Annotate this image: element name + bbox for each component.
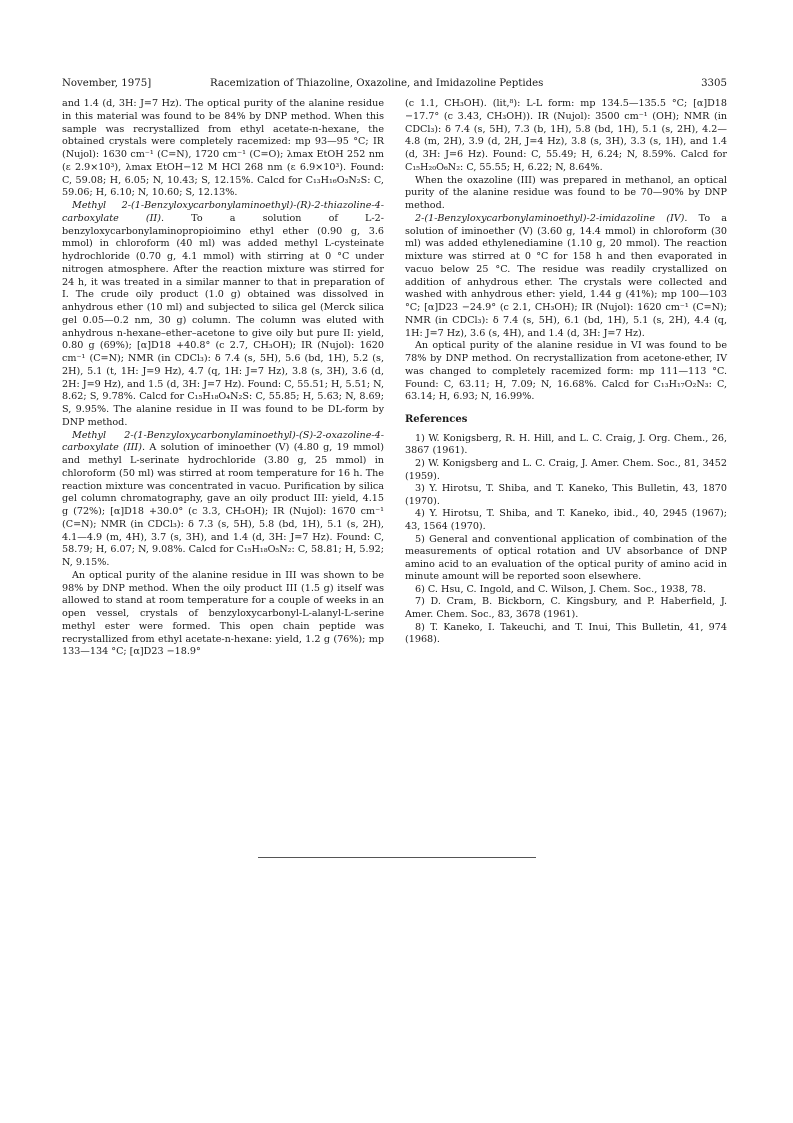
page-number: 3305	[701, 78, 727, 89]
end-rule	[258, 857, 536, 858]
left-paragraph	[62, 570, 384, 659]
paragraph-text: (c 1.1, CH₃OH). (lit,⁸): L-L form: mp 134.5—135.5 °C; [α]D18 −17.7° (c 3.43, CH₃OH)). IR (Nujol): 3500 cm⁻¹ (OH); NMR (in CDCl₃): δ 7.4 (s, 5H), 7.3 (b, 1H), 5.8 (bd, 1H), 5.1 (s, 2H), 4.2—4.8 (m, 2H), 3.9 (d, 2H, J=4 Hz), 3.8 (s, 3H), 3.3 (s, 1H), and 1.4 (d, 3H: J=6 Hz). Found: C, 55.49; H, 6.24; N, 8.59%. Calcd for C₁₅H₂₀O₆N₂: C, 55.55; H, 6.22; N, 8.64%.	[405, 98, 727, 173]
right-column	[405, 98, 727, 647]
issue-date: November, 1975]	[62, 78, 152, 89]
paragraph-text: An optical purity of the alanine residue in III was shown to be 98% by DNP method. When the oily product III (1.5 g) itself was allowed to stand at room temperature for a couple of weeks in an open vessel, crystals of benzyloxycarbonyl-L-alanyl-L-serine methyl ester were formed. This open chain peptide was recrystallized from ethyl acetate-n-hexane: yield, 1.2 g (76%); mp 133—134 °C; [α]D23 −18.9°	[62, 569, 384, 658]
reference-item: 8) T. Kaneko, I. Takeuchi, and T. Inui, This Bulletin, 41, 974 (1968).	[405, 621, 727, 646]
left-paragraph	[62, 200, 384, 430]
section-heading: 2-(1-Benzyloxycarbonylaminoethyl)-2-imidazoline (IV).	[415, 212, 688, 224]
right-paragraph	[405, 98, 727, 175]
references-list	[405, 433, 727, 647]
left-paragraph	[62, 98, 384, 200]
reference-item: 1) W. Konigsberg, R. H. Hill, and L. C. Craig, J. Org. Chem., 26, 3867 (1961).	[405, 432, 727, 457]
right-paragraph	[405, 175, 727, 213]
page-header	[62, 78, 727, 92]
right-paragraph	[405, 340, 727, 404]
reference-item: 3) Y. Hirotsu, T. Shiba, and T. Kaneko, This Bulletin, 43, 1870 (1970).	[405, 483, 727, 507]
reference-item: 5) General and conventional application of combination of the measurements of optical rotation and UV absorbance of DNP amino acid to an evaluation of the optical purity of amino acid in minute amount will be reported soon elsewhere.	[405, 533, 727, 583]
left-column	[62, 98, 384, 659]
paragraph-text: To a solution of L-2-benzyloxycarbonylaminopropioimino ethyl ether (0.90 g, 3.6 mmol) in chloroform (40 ml) was added methyl L-cysteinate hydrochloride (0.70 g, 4.1 mmol) with stirring at 0 °C under nitrogen atmosphere. After the reaction mixture was stirred for 24 h, it was treated in a similar manner to that in preparation of I. The crude oily product (1.0 g) obtained was dissolved in anhydrous ether (10 ml) and subjected to silica gel (Merck silica gel 0.05—0.2 nm, 30 g) column. The column was eluted with anhydrous n-hexane–ether–acetone to give oily but pure II: yield, 0.80 g (69%); [α]D18 +40.8° (c 2.7, CH₃OH); IR (Nujol): 1620 cm⁻¹ (C=N); NMR (in CDCl₃): δ 7.4 (s, 5H), 5.6 (bd, 1H), 5.2 (s, 2H), 5.1 (t, 1H: J=9 Hz), 4.7 (q, 1H: J=7 Hz), 3.8 (s, 3H), 3.6 (d, 2H: J=9 Hz), and 1.5 (d, 3H: J=7 Hz). Found: C, 55.51; H, 5.51; N, 8.62; S, 9.78%. Calcd for C₁₅H₁₈O₄N₂S: C, 55.85; H, 5.63; N, 8.69; S, 9.95%. The alanine residue in II was found to be DL-form by DNP method.	[62, 212, 384, 428]
running-title: Racemization of Thiazoline, Oxazoline, and Imidazoline Peptides	[210, 78, 544, 89]
reference-item: 2) W. Konigsberg and L. C. Craig, J. Amer. Chem. Soc., 81, 3452 (1959).	[405, 457, 727, 482]
references-heading: References	[405, 414, 468, 425]
right-paragraph	[405, 213, 727, 341]
paragraph-text: A solution of iminoether (V) (4.80 g, 19 mmol) and methyl L-serinate hydrochloride (3.80 g, 25 mmol) in chloroform (50 ml) was stirred at room temperature for 16 h. The reaction mixture was concentrated in vacuo. Purification by silica gel column chromatography, gave an oily product III: yield, 4.15 g (72%); [α]D18 +30.0° (c 3.3, CH₃OH); IR (Nujol): 1670 cm⁻¹ (C=N); NMR (in CDCl₃): δ 7.3 (s, 5H), 5.8 (bd, 1H), 5.1 (s, 2H), 4.1—4.9 (m, 4H), 3.7 (s, 3H), and 1.4 (d, 3H: J=7 Hz). Found: C, 58.79; H, 6.07; N, 9.08%. Calcd for C₁₅H₁₈O₅N₂: C, 58.81; H, 5.92; N, 9.15%.	[62, 442, 384, 568]
reference-item: 4) Y. Hirotsu, T. Shiba, and T. Kaneko, ibid., 40, 2945 (1967); 43, 1564 (1970).	[405, 508, 727, 532]
paragraph-text: and 1.4 (d, 3H: J=7 Hz). The optical purity of the alanine residue in this material was found to be 84% by DNP method. When this sample was recrystallized from ethyl acetate-n-hexane, the obtained crystals were completely racemized: mp 93—95 °C; IR (Nujol): 1630 cm⁻¹ (C=N), 1720 cm⁻¹ (C=O); λmax EtOH 252 nm (ε 2.9×10³), λmax EtOH−12 M HCl 268 nm (ε 6.9×10³). Found: C, 59.08; H, 6.05; N, 10.43; S, 12.15%. Calcd for C₁₃H₁₆O₃N₂S: C, 59.06; H, 6.10; N, 10.60; S, 12.13%.	[62, 98, 384, 199]
section-heading: Methyl 2-(1-Benzyloxycarbonylaminoethyl)-(S)-2-oxazoline-4-carboxylate (III).	[62, 429, 384, 454]
reference-item: 6) C. Hsu, C. Ingold, and C. Wilson, J. Chem. Soc., 1938, 78.	[415, 583, 707, 595]
section-heading: Methyl 2-(1-Benzyloxycarbonylaminoethyl)-(R)-2-thiazoline-4-carboxylate (II).	[62, 200, 384, 224]
reference-item: 7) D. Cram, B. Bickborn, C. Kingsbury, and P. Haberfield, J. Amer. Chem. Soc., 83, 3678 (1961).	[405, 596, 727, 621]
paragraph-text: To a solution of iminoether (V) (3.60 g, 14.4 mmol) in chloroform (30 ml) was added ethylenediamine (1.10 g, 20 mmol). The reaction mixture was stirred at 0 °C for 158 h and then evaporated in vacuo below 25 °C. The residue was readily crystallized on addition of anhydrous ether. The crystals were collected and washed with anhydrous ether: yield, 1.44 g (41%); mp 100—103 °C; [α]D23 −24.9° (c 2.1, CH₃OH); IR (Nujol): 1620 cm⁻¹ (C=N); NMR (in CDCl₃): δ 7.4 (s, 5H), 6.1 (bd, 1H), 5.1 (s, 2H), 4.4 (q, 1H: J=7 Hz), 3.6 (s, 4H), and 1.4 (d, 3H: J=7 Hz).	[405, 212, 728, 339]
paragraph-text: When the oxazoline (III) was prepared in methanol, an optical purity of the alanine residue was found to be 70—90% by DNP method.	[405, 174, 727, 211]
left-paragraph	[62, 430, 384, 570]
paragraph-text: An optical purity of the alanine residue in VI was found to be 78% by DNP method. On recrystallization from acetone-ether, IV was changed to completely racemized form: mp 111—113 °C. Found: C, 63.11; H, 7.09; N, 16.68%. Calcd for C₁₃H₁₇O₂N₃: C, 63.14; H, 6.93; N, 16.99%.	[405, 340, 727, 403]
